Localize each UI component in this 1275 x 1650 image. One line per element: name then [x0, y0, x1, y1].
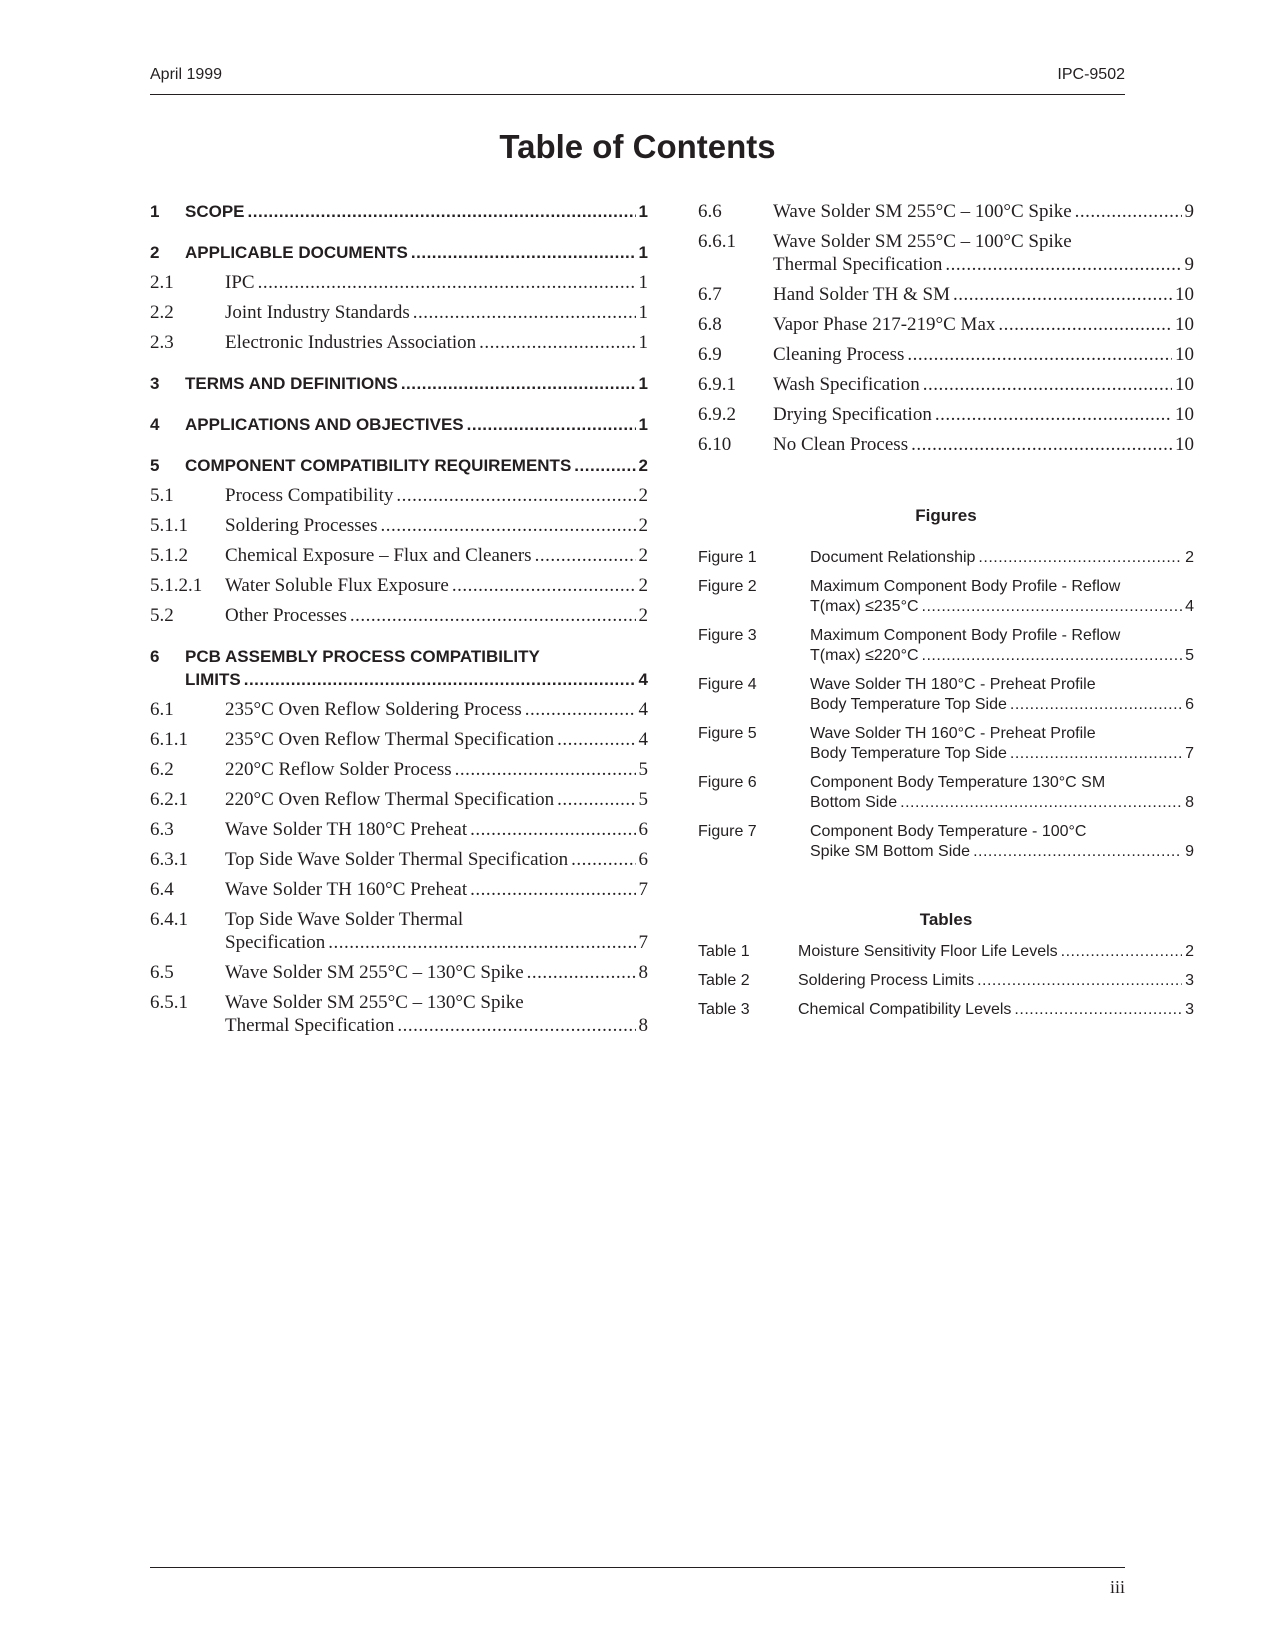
- header-date: April 1999: [150, 66, 223, 83]
- page-title: Table of Contents: [499, 128, 776, 165]
- toc-entry-6-9-2[interactable]: 6.9.2 Drying Specification ..... 10: [698, 403, 1194, 426]
- toc-entry-1[interactable]: 1 SCOPE ..... 1: [150, 200, 648, 223]
- figures-heading: Figures: [915, 506, 977, 525]
- footer-page-number: iii: [1109, 1577, 1125, 1597]
- toc-entry-5[interactable]: 5 COMPONENT COMPATIBILITY REQUIREMENTS ..... 2: [150, 454, 648, 477]
- toc-entry-5-2[interactable]: 5.2 Other Processes ..... 2: [150, 604, 648, 627]
- figure-entry-2[interactable]: Figure 2 Maximum Component Body Profile - Reflow T(max) ≤235°C ..... 4: [698, 577, 1194, 617]
- toc-entry-6-2-1[interactable]: 6.2.1 220°C Oven Reflow Thermal Specification ..... 5: [150, 788, 648, 811]
- toc-entry-3[interactable]: 3 TERMS AND DEFINITIONS ..... 1: [150, 372, 648, 395]
- toc-entry-2[interactable]: 2 APPLICABLE DOCUMENTS ..... 1: [150, 241, 648, 264]
- toc-entry-6-2[interactable]: 6.2 220°C Reflow Solder Process ..... 5: [150, 758, 648, 781]
- page-header: [150, 64, 1125, 95]
- table-entry-3[interactable]: Table 3 Chemical Compatibility Levels ..... 3: [698, 1000, 1194, 1020]
- header-doc-id: IPC-9502: [1057, 66, 1125, 83]
- toc-entry-6-6-1[interactable]: 6.6.1 Wave Solder SM 255°C – 100°C Spike Thermal Specification ..... 9: [698, 230, 1194, 276]
- figure-entry-6[interactable]: Figure 6 Component Body Temperature 130°C SM Bottom Side ..... 8: [698, 773, 1194, 813]
- toc-entry-2-2[interactable]: 2.2 Joint Industry Standards ..... 1: [150, 301, 648, 324]
- tables-heading: Tables: [919, 910, 973, 929]
- toc-entry-6-1-1[interactable]: 6.1.1 235°C Oven Reflow Thermal Specification ..... 4: [150, 728, 648, 751]
- figure-entry-4[interactable]: Figure 4 Wave Solder TH 180°C - Preheat Profile Body Temperature Top Side ..... 6: [698, 675, 1194, 715]
- toc-entry-6-4[interactable]: 6.4 Wave Solder TH 160°C Preheat ..... 7: [150, 878, 648, 901]
- toc-entry-6-9[interactable]: 6.9 Cleaning Process ..... 10: [698, 343, 1194, 366]
- toc-entry-6-5-1[interactable]: 6.5.1 Wave Solder SM 255°C – 130°C Spike Thermal Specification ..... 8: [150, 991, 648, 1037]
- toc-entry-6[interactable]: 6 PCB ASSEMBLY PROCESS COMPATIBILITY LIMITS ..... 4: [150, 645, 648, 691]
- figure-entry-5[interactable]: Figure 5 Wave Solder TH 160°C - Preheat Profile Body Temperature Top Side ..... 7: [698, 724, 1194, 764]
- toc-entry-6-9-1[interactable]: 6.9.1 Wash Specification ..... 10: [698, 373, 1194, 396]
- toc-right-column: [698, 200, 1194, 1020]
- figure-entry-7[interactable]: Figure 7 Component Body Temperature - 100°C Spike SM Bottom Side ..... 9: [698, 822, 1194, 862]
- toc-entry-6-3[interactable]: 6.3 Wave Solder TH 180°C Preheat ..... 6: [150, 818, 648, 841]
- toc-entry-6-3-1[interactable]: 6.3.1 Top Side Wave Solder Thermal Specification ..... 6: [150, 848, 648, 871]
- toc-entry-4[interactable]: 4 APPLICATIONS AND OBJECTIVES ..... 1: [150, 413, 648, 436]
- figure-entry-1[interactable]: Figure 1 Document Relationship ..... 2: [698, 548, 1194, 568]
- footer-rule: [150, 1567, 1125, 1568]
- toc-entry-6-4-1[interactable]: 6.4.1 Top Side Wave Solder Thermal Specification ..... 7: [150, 908, 648, 954]
- toc-entry-5-1-2-1[interactable]: 5.1.2.1 Water Soluble Flux Exposure ..... 2: [150, 574, 648, 597]
- toc-left-column: [150, 200, 648, 1037]
- toc-entry-2-3[interactable]: 2.3 Electronic Industries Association ..... 1: [150, 331, 648, 354]
- toc-entry-6-5[interactable]: 6.5 Wave Solder SM 255°C – 130°C Spike ..... 8: [150, 961, 648, 984]
- toc-entry-6-10[interactable]: 6.10 No Clean Process ..... 10: [698, 433, 1194, 456]
- toc-entry-2-1[interactable]: 2.1 IPC ..... 1: [150, 271, 648, 294]
- toc-entry-5-1-1[interactable]: 5.1.1 Soldering Processes ..... 2: [150, 514, 648, 537]
- figure-entry-3[interactable]: Figure 3 Maximum Component Body Profile - Reflow T(max) ≤220°C ..... 5: [698, 626, 1194, 666]
- toc-entry-6-6[interactable]: 6.6 Wave Solder SM 255°C – 100°C Spike ..... 9: [698, 200, 1194, 223]
- table-entry-1[interactable]: Table 1 Moisture Sensitivity Floor Life Levels ..... 2: [698, 942, 1194, 962]
- toc-entry-5-1-2[interactable]: 5.1.2 Chemical Exposure – Flux and Cleaners ..... 2: [150, 544, 648, 567]
- toc-entry-6-1[interactable]: 6.1 235°C Oven Reflow Soldering Process ..... 4: [150, 698, 648, 721]
- toc-entry-6-8[interactable]: 6.8 Vapor Phase 217-219°C Max ..... 10: [698, 313, 1194, 336]
- toc-entry-5-1[interactable]: 5.1 Process Compatibility ..... 2: [150, 484, 648, 507]
- toc-entry-6-7[interactable]: 6.7 Hand Solder TH & SM ..... 10: [698, 283, 1194, 306]
- table-entry-2[interactable]: Table 2 Soldering Process Limits ..... 3: [698, 971, 1194, 991]
